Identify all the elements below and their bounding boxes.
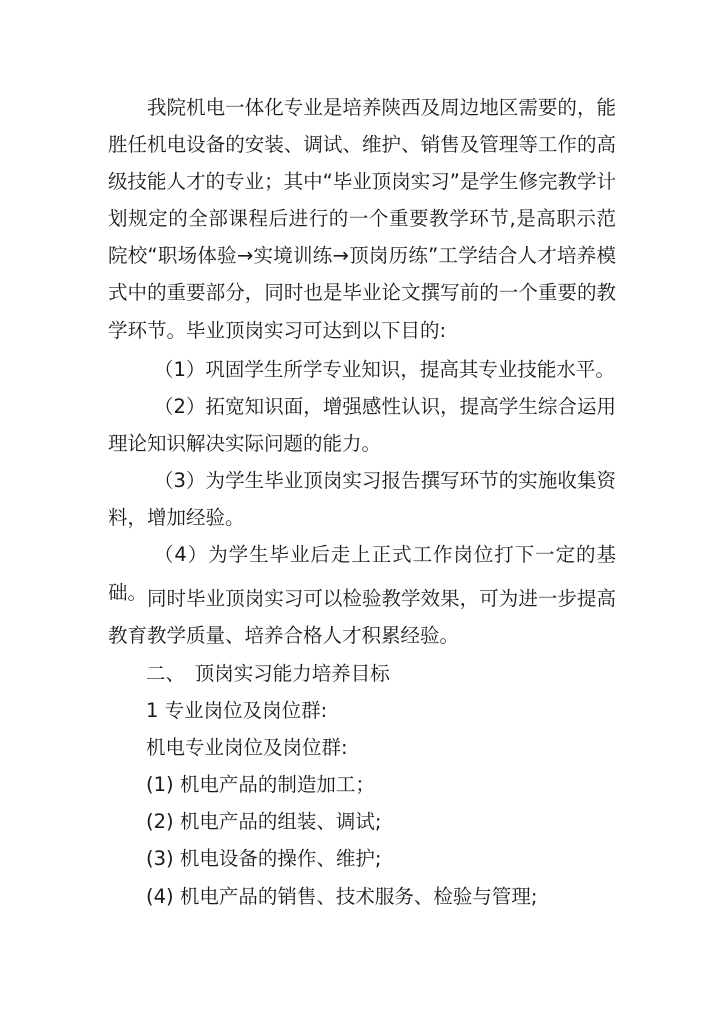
intro-paragraph: 我院机电一体化专业是培养陕西及周边地区需要的，能胜任机电设备的安装、调试、维护、销售及管理等工作的高级技能人才的专业；其中“毕业顶岗实习”是学生修完教学计划规定的全部课程后进行的一个重要教学环节,是高职示范院校“职场体验→实境训练→顶岗历练”工学结合人才培养模式中的重要部分，同时也是毕业论文撰写前的一个重要的教学环节。毕业顶岗实习可达到以下目的: [108, 96, 616, 342]
section-content [146, 655, 626, 915]
subheading: 1 专业岗位及岗位群: [146, 699, 328, 723]
position-item: (2) 机电产品的组装、调试; [146, 810, 382, 834]
objective-item: （3）为学生毕业顶岗实习报告撰写环节的实施收集资料，增加经验。 [108, 469, 616, 530]
objectives-list [108, 351, 616, 611]
list-intro: 机电专业岗位及岗位群: [146, 736, 348, 760]
closing-paragraph: 同时毕业顶岗实习可以检验教学效果，可为进一步提高教育教学质量、培养合格人才积累经验。 [108, 587, 616, 648]
objective-item: （2）拓宽知识面，增强感性认识，提高学生综合运用理论知识解决实际问题的能力。 [108, 395, 616, 456]
position-item: (3) 机电设备的操作、维护; [146, 847, 382, 871]
section-heading: 二、 顶岗实习能力培养目标 [146, 662, 390, 685]
objective-item: （1）巩固学生所学专业知识，提高其专业技能水平。 [154, 358, 615, 381]
position-item: (1) 机电产品的制造加工； [146, 773, 375, 797]
position-item: (4) 机电产品的销售、技术服务、检验与管理; [146, 884, 538, 908]
objective-item: （4）为学生毕业后走上正式工作岗位打下一定的基础。 [108, 543, 616, 604]
